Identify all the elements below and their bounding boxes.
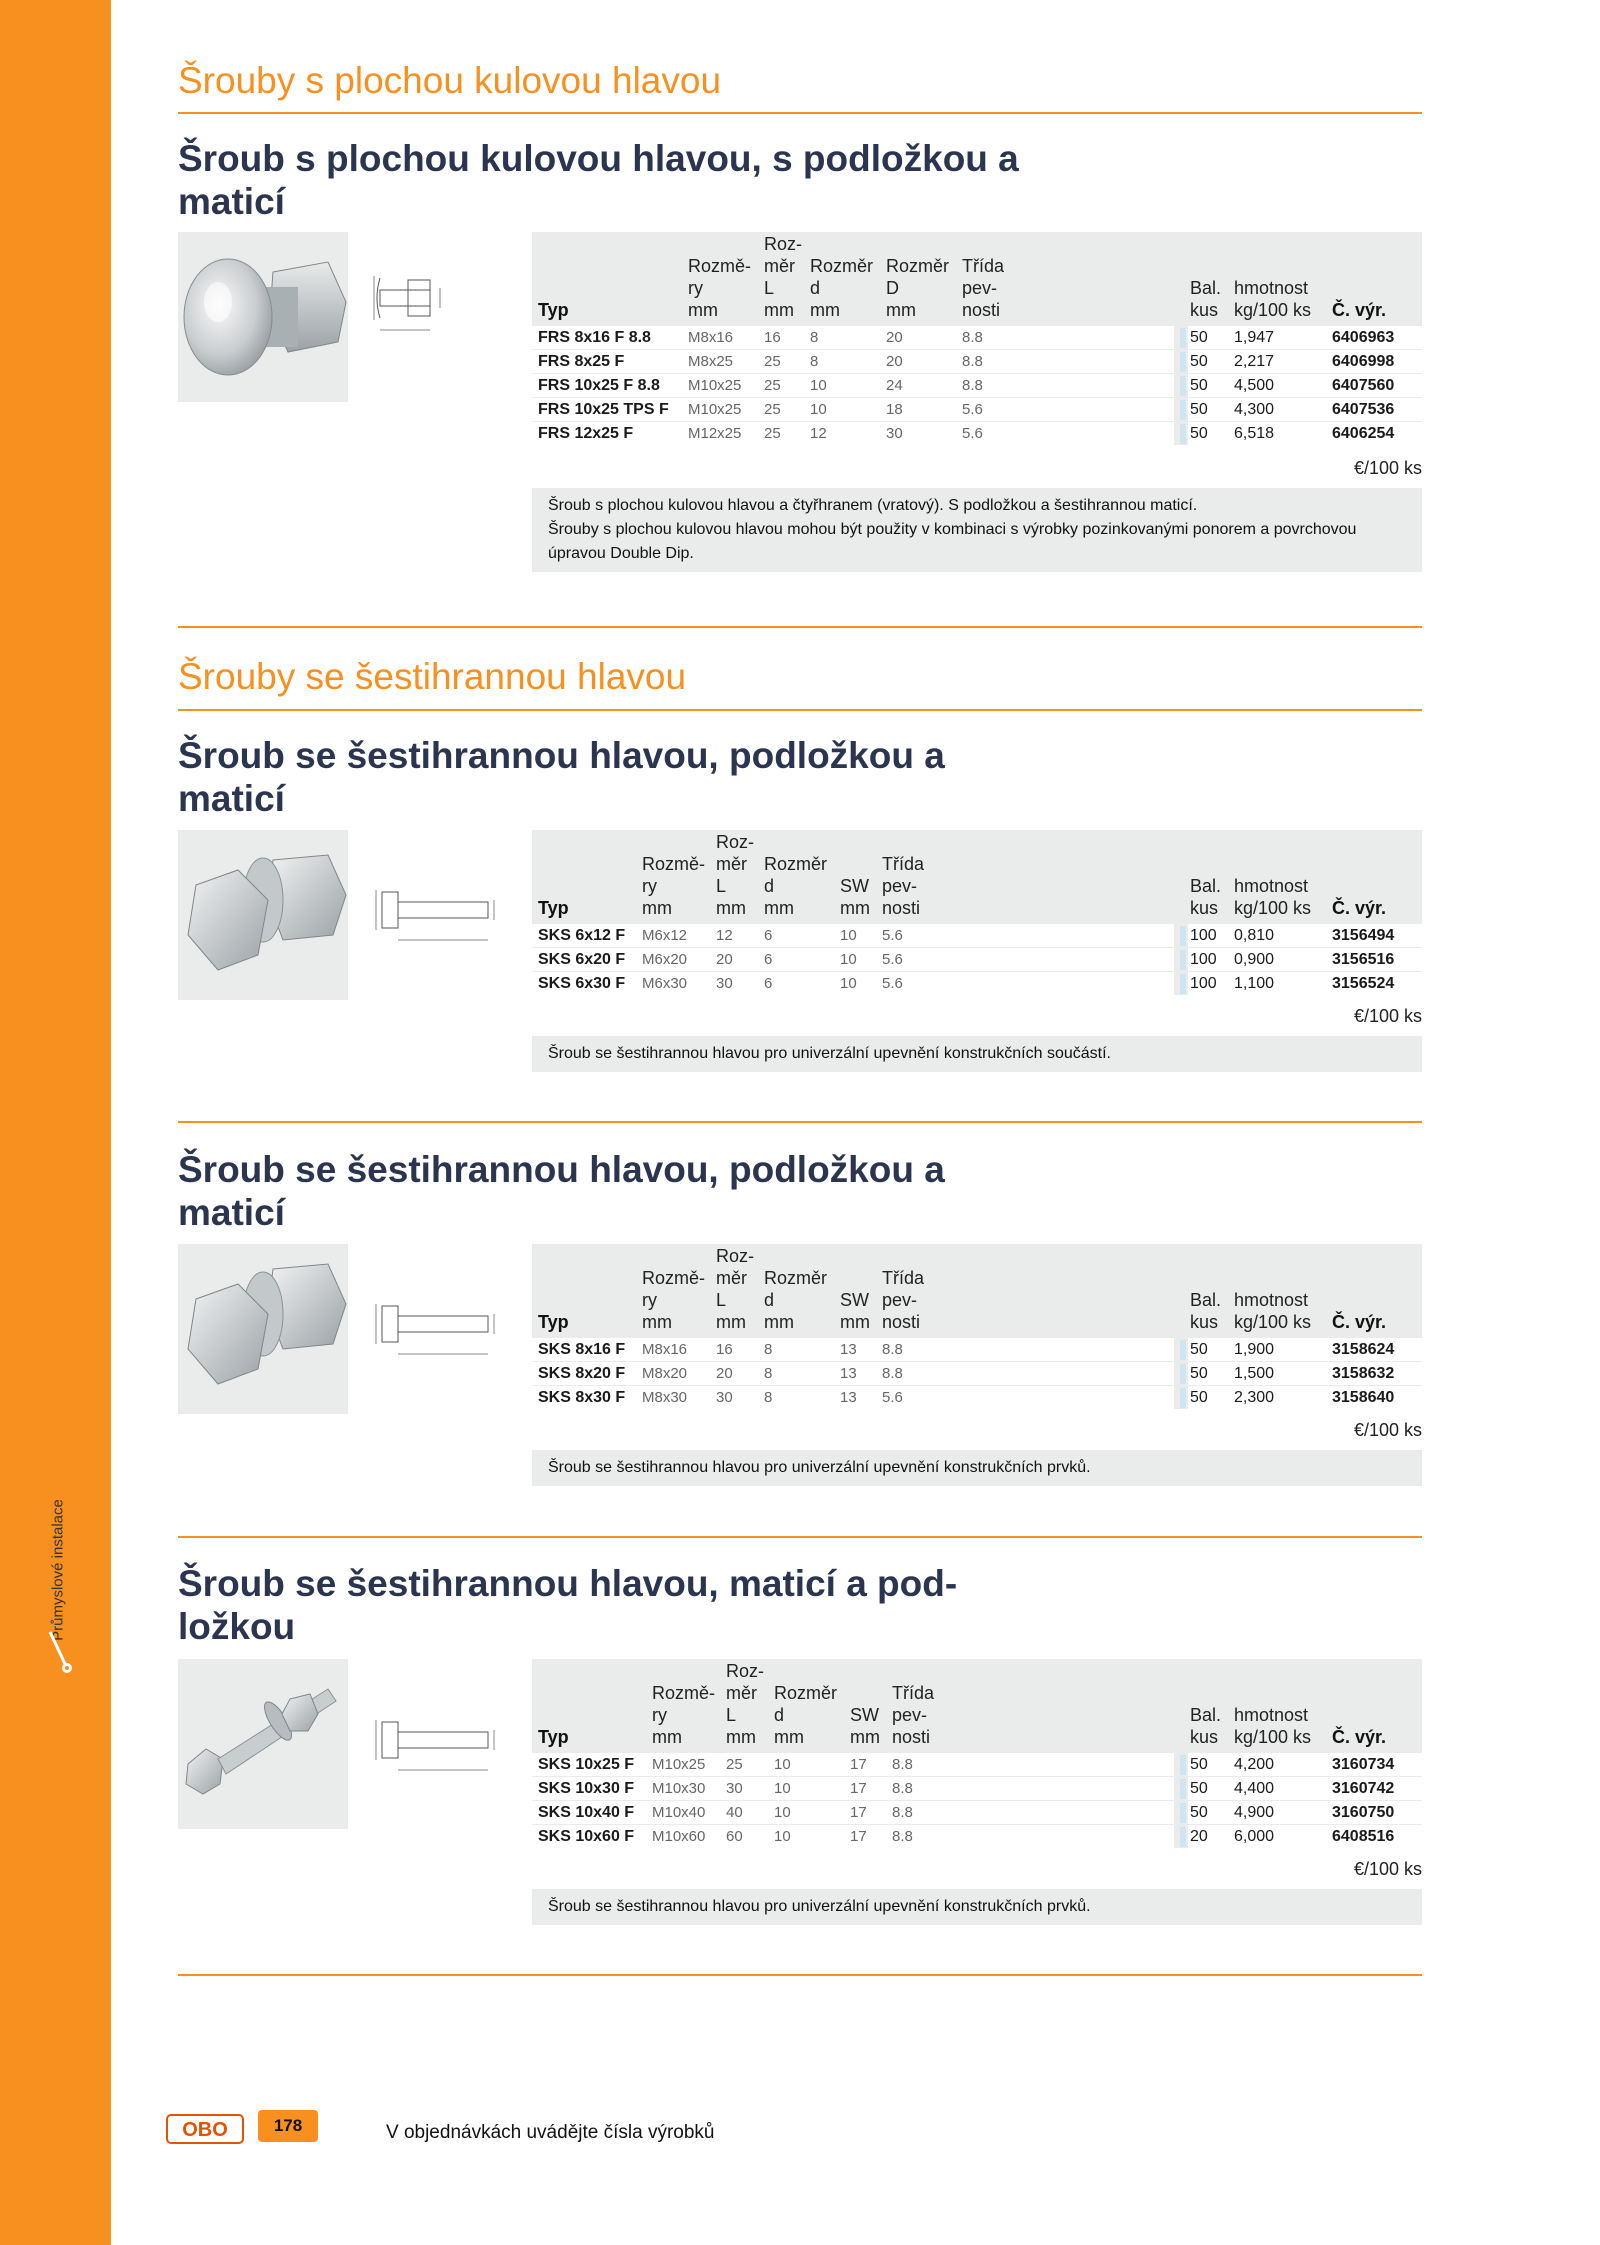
cell-cvyr: 3156524 <box>1332 975 1395 992</box>
cell-typ: SKS 10x60 F <box>538 1828 635 1845</box>
cell-bal: 100 <box>1190 951 1217 968</box>
divider-marker <box>1180 1803 1186 1823</box>
cell-typ: SKS 8x16 F <box>538 1341 626 1358</box>
header-typ: Typ <box>538 1312 569 1332</box>
cell-hmotnost: 1,947 <box>1234 329 1275 346</box>
product-table-4 <box>532 1659 1422 1848</box>
description-text: Šrouby s plochou kulovou hlavou mohou být použity v kombinaci s výrobky pozinkovanými ponorem a povrchovou úpravou Double Dip. <box>548 521 1357 562</box>
cell-rozmery: M6x30 <box>642 975 688 992</box>
rule <box>178 1536 1422 1538</box>
description-text: Šroub se šestihrannou hlavou pro univerzální upevnění konstrukčních prvků. <box>548 1898 1091 1915</box>
cell-bal: 50 <box>1190 377 1208 394</box>
description-box <box>532 1450 1422 1486</box>
header-rozmer-l: Roz- měr L mm <box>716 832 755 918</box>
product-title-1: Šroub s plochou kulovou hlavou, s podložkou a maticí <box>178 138 1019 222</box>
table-row <box>532 1361 1422 1385</box>
divider-marker <box>1180 424 1186 444</box>
cell-rozmery: M8x16 <box>688 329 734 346</box>
divider-marker <box>1180 376 1186 396</box>
table-row <box>532 1385 1422 1409</box>
cell-L: 25 <box>726 1756 743 1773</box>
cell-d: 10 <box>774 1756 791 1773</box>
cell-trida: 8.8 <box>962 329 983 346</box>
cell-L: 16 <box>716 1341 733 1358</box>
cell-bal: 100 <box>1190 927 1217 944</box>
cell-d: 6 <box>764 975 773 992</box>
header-rozmery: Rozmě- ry mm <box>642 854 706 918</box>
cell-sw: 10 <box>840 951 857 968</box>
table-row <box>532 421 1422 445</box>
description-text: Šroub se šestihrannou hlavou pro univerzální upevnění konstrukčních součástí. <box>548 1045 1111 1062</box>
cell-sw: 17 <box>850 1756 867 1773</box>
cell-L: 40 <box>726 1804 743 1821</box>
cell-L: 25 <box>764 353 781 370</box>
cell-trida: 5.6 <box>962 425 983 442</box>
cell-typ: FRS 10x25 TPS F <box>538 401 669 418</box>
cell-hmotnost: 4,900 <box>1234 1804 1275 1821</box>
cell-bal: 50 <box>1190 1389 1208 1406</box>
cell-cvyr: 3156516 <box>1332 951 1395 968</box>
header-trida: Třída pev- nosti <box>892 1683 935 1747</box>
cell-trida: 5.6 <box>882 951 903 968</box>
cell-d: 10 <box>774 1828 791 1845</box>
column-divider <box>1174 1362 1188 1385</box>
cell-L: 25 <box>764 377 781 394</box>
column-divider <box>1174 374 1188 397</box>
section-title-1: Šrouby s plochou kulovou hlavou <box>178 60 722 101</box>
cell-D: 24 <box>886 377 903 394</box>
table-row <box>532 1776 1422 1800</box>
cell-hmotnost: 6,518 <box>1234 425 1275 442</box>
cell-d: 10 <box>774 1804 791 1821</box>
table-header <box>532 830 1422 923</box>
cell-bal: 100 <box>1190 975 1217 992</box>
cell-hmotnost: 1,500 <box>1234 1365 1275 1382</box>
cell-rozmery: M8x30 <box>642 1389 688 1406</box>
cell-sw: 10 <box>840 927 857 944</box>
description-box <box>532 488 1422 572</box>
page-number: 178 <box>258 2110 318 2142</box>
technical-drawing-frs <box>370 268 510 338</box>
cell-trida: 8.8 <box>892 1756 913 1773</box>
header-hmotnost: hmotnost kg/100 ks <box>1234 1705 1312 1747</box>
table-row <box>532 397 1422 421</box>
table-header <box>532 232 1422 325</box>
column-divider <box>1174 924 1188 947</box>
rule <box>178 626 1422 628</box>
header-sw: SW mm <box>840 1290 870 1332</box>
product-table-1 <box>532 232 1422 445</box>
cell-rozmery: M8x16 <box>642 1341 688 1358</box>
technical-drawing-sks-10 <box>370 1710 510 1780</box>
cell-sw: 10 <box>840 975 857 992</box>
cell-d: 8 <box>810 353 819 370</box>
cell-rozmery: M8x25 <box>688 353 734 370</box>
cell-hmotnost: 1,900 <box>1234 1341 1275 1358</box>
cell-bal: 50 <box>1190 401 1208 418</box>
cell-rozmery: M10x40 <box>652 1804 706 1821</box>
table-body <box>532 1752 1422 1848</box>
header-sw: SW mm <box>850 1705 880 1747</box>
cell-typ: SKS 8x20 F <box>538 1365 626 1382</box>
column-divider <box>1174 398 1188 421</box>
cell-cvyr: 6406254 <box>1332 425 1395 442</box>
product-table-2 <box>532 830 1422 995</box>
cell-cvyr: 3160734 <box>1332 1756 1395 1773</box>
table-row <box>532 947 1422 971</box>
product-title-4: Šroub se šestihrannou hlavou, maticí a pod- ložkou <box>178 1563 958 1647</box>
cell-sw: 13 <box>840 1341 857 1358</box>
rule <box>178 112 1422 114</box>
rule <box>178 1121 1422 1123</box>
cell-rozmery: M10x30 <box>652 1780 706 1797</box>
table-body <box>532 325 1422 445</box>
price-unit: €/100 ks <box>1353 458 1422 478</box>
cell-d: 8 <box>764 1389 773 1406</box>
cell-trida: 5.6 <box>882 1389 903 1406</box>
cell-L: 20 <box>716 1365 733 1382</box>
cell-typ: SKS 10x40 F <box>538 1804 635 1821</box>
header-rozmer-D: Rozměr D mm <box>886 256 950 320</box>
cell-rozmery: M10x25 <box>652 1756 706 1773</box>
technical-drawing-sks-6 <box>370 880 510 950</box>
column-divider <box>1174 1825 1188 1848</box>
header-rozmer-l: Roz- měr L mm <box>726 1661 765 1747</box>
table-row <box>532 1800 1422 1824</box>
table-row <box>532 349 1422 373</box>
table-row <box>532 325 1422 349</box>
cell-L: 25 <box>764 401 781 418</box>
column-divider <box>1174 1386 1188 1409</box>
divider-marker <box>1180 950 1186 970</box>
cell-rozmery: M8x20 <box>642 1365 688 1382</box>
cell-d: 8 <box>764 1365 773 1382</box>
cell-rozmery: M10x25 <box>688 401 742 418</box>
cell-bal: 50 <box>1190 1341 1208 1358</box>
cell-hmotnost: 1,100 <box>1234 975 1275 992</box>
divider-marker <box>1180 1388 1186 1408</box>
cell-typ: SKS 6x12 F <box>538 927 626 944</box>
cell-hmotnost: 6,000 <box>1234 1828 1275 1845</box>
cell-D: 18 <box>886 401 903 418</box>
cell-cvyr: 3158624 <box>1332 1341 1395 1358</box>
header-rozmery: Rozmě- ry mm <box>688 256 752 320</box>
column-divider <box>1174 1801 1188 1824</box>
table-row <box>532 1337 1422 1361</box>
cell-typ: FRS 8x25 F <box>538 353 625 370</box>
cell-hmotnost: 0,810 <box>1234 927 1275 944</box>
cell-sw: 13 <box>840 1365 857 1382</box>
cell-hmotnost: 4,500 <box>1234 377 1275 394</box>
table-row <box>532 971 1422 995</box>
cell-typ: FRS 8x16 F 8.8 <box>538 329 651 346</box>
header-typ: Typ <box>538 1727 569 1747</box>
cell-cvyr: 6407536 <box>1332 401 1395 418</box>
cell-D: 20 <box>886 353 903 370</box>
cell-bal: 50 <box>1190 1804 1208 1821</box>
divider-marker <box>1180 974 1186 994</box>
cell-cvyr: 6406998 <box>1332 353 1395 370</box>
column-divider <box>1174 1753 1188 1776</box>
side-bar <box>0 0 111 2245</box>
table-row <box>532 373 1422 397</box>
header-sw: SW mm <box>840 876 870 918</box>
cell-trida: 5.6 <box>882 975 903 992</box>
cell-d: 8 <box>810 329 819 346</box>
footer-text: V objednávkách uvádějte čísla výrobků <box>386 2122 715 2143</box>
table-row <box>532 1824 1422 1848</box>
cell-d: 10 <box>774 1780 791 1797</box>
column-divider <box>1174 972 1188 995</box>
cell-trida: 8.8 <box>882 1341 903 1358</box>
cell-trida: 5.6 <box>962 401 983 418</box>
description-text: Šroub s plochou kulovou hlavou a čtyřhranem (vratový). S podložkou a šestihrannou maticí. <box>548 497 1198 514</box>
cell-rozmery: M6x20 <box>642 951 688 968</box>
cell-D: 20 <box>886 329 903 346</box>
rule <box>178 709 1422 711</box>
description-text: Šroub se šestihrannou hlavou pro univerzální upevnění konstrukčních prvků. <box>548 1459 1091 1476</box>
cell-hmotnost: 2,300 <box>1234 1389 1275 1406</box>
side-label: Průmyslové instalace <box>49 1499 67 1641</box>
cell-typ: SKS 10x25 F <box>538 1756 635 1773</box>
cell-L: 30 <box>726 1780 743 1797</box>
price-unit: €/100 ks <box>1353 1859 1422 1879</box>
cell-cvyr: 6407560 <box>1332 377 1395 394</box>
divider-marker <box>1180 1340 1186 1360</box>
cell-hmotnost: 2,217 <box>1234 353 1275 370</box>
divider-marker <box>1180 400 1186 420</box>
table-row <box>532 1752 1422 1776</box>
header-rozmer-l: Roz- měr L mm <box>764 234 803 320</box>
cell-cvyr: 3158640 <box>1332 1389 1395 1406</box>
cell-typ: SKS 8x30 F <box>538 1389 626 1406</box>
cell-trida: 8.8 <box>892 1780 913 1797</box>
column-divider <box>1174 422 1188 445</box>
cell-hmotnost: 4,400 <box>1234 1780 1275 1797</box>
cell-rozmery: M6x12 <box>642 927 688 944</box>
cell-bal: 50 <box>1190 1756 1208 1773</box>
header-rozmer-d: Rozměr d mm <box>764 1268 828 1332</box>
cell-d: 6 <box>764 951 773 968</box>
cell-typ: FRS 10x25 F 8.8 <box>538 377 660 394</box>
obo-logo <box>166 2114 244 2144</box>
rule <box>178 1974 1422 1976</box>
header-rozmery: Rozmě- ry mm <box>652 1683 716 1747</box>
cell-sw: 17 <box>850 1780 867 1797</box>
cell-cvyr: 3160750 <box>1332 1804 1395 1821</box>
cell-L: 60 <box>726 1828 743 1845</box>
header-bal: Bal. kus <box>1190 876 1222 918</box>
cell-sw: 13 <box>840 1389 857 1406</box>
header-bal: Bal. kus <box>1190 278 1222 320</box>
column-divider <box>1174 1777 1188 1800</box>
divider-marker <box>1180 1755 1186 1775</box>
divider-marker <box>1180 1827 1186 1847</box>
cell-typ: FRS 12x25 F <box>538 425 634 442</box>
cell-rozmery: M10x60 <box>652 1828 706 1845</box>
cell-L: 30 <box>716 1389 733 1406</box>
table-header <box>532 1659 1422 1752</box>
cell-trida: 8.8 <box>892 1804 913 1821</box>
column-divider <box>1174 948 1188 971</box>
cell-typ: SKS 10x30 F <box>538 1780 635 1797</box>
cell-L: 25 <box>764 425 781 442</box>
table-header <box>532 1244 1422 1337</box>
header-trida: Třída pev- nosti <box>882 854 925 918</box>
cell-sw: 17 <box>850 1828 867 1845</box>
column-divider <box>1174 326 1188 349</box>
header-trida: Třída pev- nosti <box>962 256 1005 320</box>
cell-hmotnost: 4,200 <box>1234 1756 1275 1773</box>
divider-marker <box>1180 926 1186 946</box>
column-divider <box>1174 350 1188 373</box>
price-unit: €/100 ks <box>1353 1006 1422 1026</box>
header-bal: Bal. kus <box>1190 1705 1222 1747</box>
header-typ: Typ <box>538 300 569 320</box>
cell-bal: 50 <box>1190 425 1208 442</box>
cell-bal: 50 <box>1190 1780 1208 1797</box>
cell-bal: 50 <box>1190 353 1208 370</box>
product-photo-sks-8 <box>178 1244 348 1414</box>
table-row <box>532 923 1422 947</box>
cell-L: 16 <box>764 329 781 346</box>
header-cvyr: Č. výr. <box>1332 1312 1387 1332</box>
product-photo-frs <box>178 232 348 402</box>
divider-marker <box>1180 328 1186 348</box>
cell-d: 12 <box>810 425 827 442</box>
cell-rozmery: M12x25 <box>688 425 742 442</box>
cell-rozmery: M10x25 <box>688 377 742 394</box>
header-rozmer-l: Roz- měr L mm <box>716 1246 755 1332</box>
cell-trida: 8.8 <box>892 1828 913 1845</box>
section-title-2: Šrouby se šestihrannou hlavou <box>178 656 687 697</box>
cell-D: 30 <box>886 425 903 442</box>
description-box <box>532 1036 1422 1072</box>
header-typ: Typ <box>538 898 569 918</box>
cell-cvyr: 3158632 <box>1332 1365 1395 1382</box>
header-rozmer-d: Rozměr d mm <box>764 854 828 918</box>
cell-cvyr: 6408516 <box>1332 1828 1395 1845</box>
cell-bal: 50 <box>1190 1365 1208 1382</box>
description-box <box>532 1889 1422 1925</box>
cell-d: 6 <box>764 927 773 944</box>
cell-d: 10 <box>810 401 827 418</box>
cell-trida: 5.6 <box>882 927 903 944</box>
product-table-3 <box>532 1244 1422 1409</box>
product-title-3: Šroub se šestihrannou hlavou, podložkou a maticí <box>178 1149 945 1233</box>
screw-icon <box>46 1630 74 1674</box>
product-title-2: Šroub se šestihrannou hlavou, podložkou a maticí <box>178 735 945 819</box>
header-cvyr: Č. výr. <box>1332 898 1387 918</box>
header-rozmery: Rozmě- ry mm <box>642 1268 706 1332</box>
cell-typ: SKS 6x20 F <box>538 951 626 968</box>
price-unit: €/100 ks <box>1353 1420 1422 1440</box>
header-hmotnost: hmotnost kg/100 ks <box>1234 876 1312 918</box>
cell-L: 30 <box>716 975 733 992</box>
product-photo-sks-6 <box>178 830 348 1000</box>
header-rozmer-d: Rozměr d mm <box>774 1683 838 1747</box>
cell-bal: 50 <box>1190 329 1208 346</box>
header-bal: Bal. kus <box>1190 1290 1222 1332</box>
header-rozmer-d: Rozměr d mm <box>810 256 874 320</box>
cell-trida: 8.8 <box>962 353 983 370</box>
cell-sw: 17 <box>850 1804 867 1821</box>
table-body <box>532 1337 1422 1409</box>
header-hmotnost: hmotnost kg/100 ks <box>1234 1290 1312 1332</box>
cell-hmotnost: 4,300 <box>1234 401 1275 418</box>
technical-drawing-sks-8 <box>370 1294 510 1364</box>
divider-marker <box>1180 352 1186 372</box>
cell-typ: SKS 6x30 F <box>538 975 626 992</box>
product-photo-sks-10 <box>178 1659 348 1829</box>
cell-cvyr: 6406963 <box>1332 329 1395 346</box>
cell-L: 12 <box>716 927 733 944</box>
divider-marker <box>1180 1364 1186 1384</box>
divider-marker <box>1180 1779 1186 1799</box>
cell-bal: 20 <box>1190 1828 1208 1845</box>
cell-cvyr: 3160742 <box>1332 1780 1395 1797</box>
header-hmotnost: hmotnost kg/100 ks <box>1234 278 1312 320</box>
cell-trida: 8.8 <box>962 377 983 394</box>
header-cvyr: Č. výr. <box>1332 300 1387 320</box>
header-trida: Třída pev- nosti <box>882 1268 925 1332</box>
cell-hmotnost: 0,900 <box>1234 951 1275 968</box>
cell-cvyr: 3156494 <box>1332 927 1395 944</box>
cell-L: 20 <box>716 951 733 968</box>
svg-text:OBO: OBO <box>182 2119 228 2141</box>
cell-d: 10 <box>810 377 827 394</box>
header-cvyr: Č. výr. <box>1332 1727 1387 1747</box>
column-divider <box>1174 1338 1188 1361</box>
table-body <box>532 923 1422 995</box>
cell-trida: 8.8 <box>882 1365 903 1382</box>
cell-d: 8 <box>764 1341 773 1358</box>
